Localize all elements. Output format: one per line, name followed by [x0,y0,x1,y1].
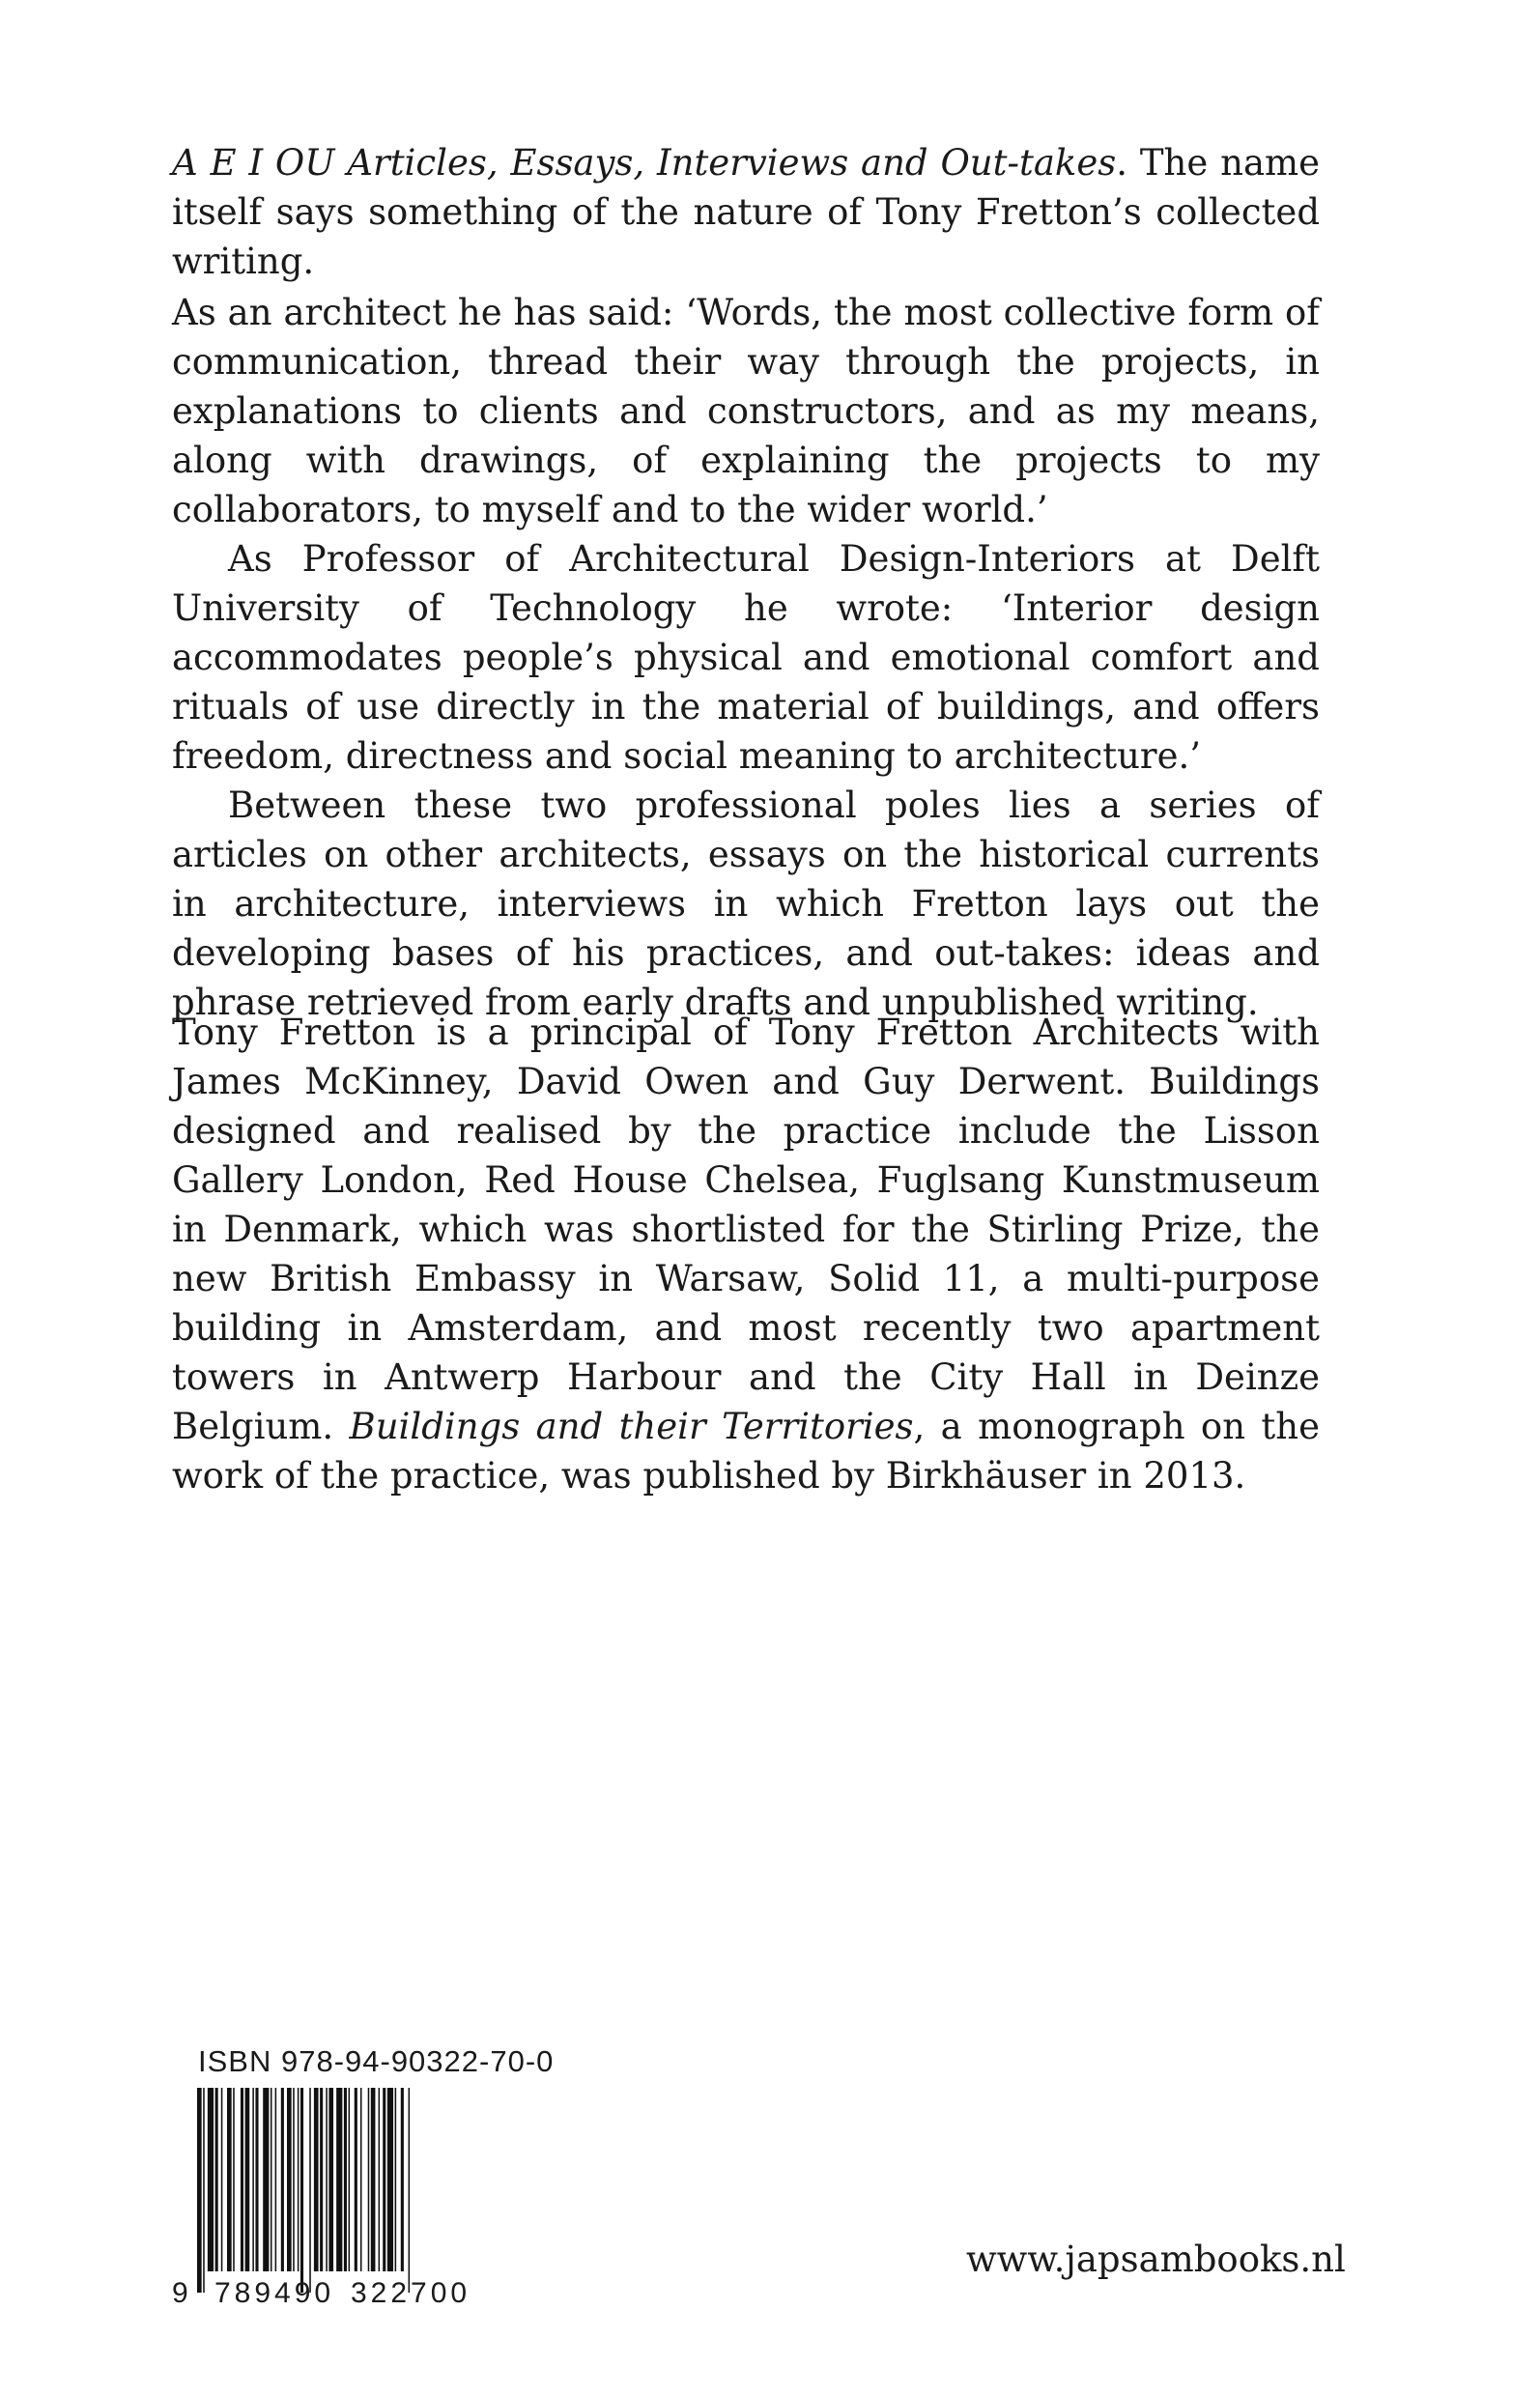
barcode-bar [197,2088,202,2293]
barcode-bar [328,2088,333,2271]
bio-paragraph [172,1008,1320,1500]
barcode-bar [208,2088,214,2271]
barcode-bar [395,2088,397,2271]
barcode-bar [336,2088,342,2271]
barcode-bar [383,2088,385,2271]
barcode-bar [379,2088,381,2271]
barcode-digit-lead: 9 [172,2277,188,2309]
bio-text: Tony Fretton is a principal of Tony Fretton Architects with James McKinney, David Owen and Guy Derwent. Buildings designed and realised by the practice include the Lisson Gallery London, Red House Chelsea, Fuglsang Kunstmuseum in Denmark, which was shortlisted for the Stirling Prize, the new British Embassy in Warsaw, Solid 11, a multi-purpose building in Amsterdam, and most recently two apartment towers in Antwerp Harbour and the City Hall in Deinze Belgium. [172,1012,1320,1447]
barcode-bar [326,2088,328,2271]
barcode-digits-left: 789490 [214,2277,335,2309]
barcode-bar [215,2088,218,2271]
barcode-bar [298,2088,299,2271]
barcode-bar [245,2088,250,2271]
barcode-bar [271,2088,272,2271]
barcode-bar [344,2088,347,2271]
barcode-bar [287,2088,292,2271]
barcode-bar [255,2088,258,2271]
barcode-bar [371,2088,376,2271]
barcode-bar [355,2088,357,2271]
intro-paragraph [172,138,1320,286]
bio-section [172,1008,1320,1500]
barcode-bar [252,2088,254,2271]
barcode-bar [300,2088,303,2293]
barcode-bar [320,2088,323,2271]
barcode-bar [349,2088,351,2271]
barcode [172,2088,520,2310]
barcode-bar [360,2088,362,2271]
barcode-bar [281,2088,284,2271]
quotes-section [172,288,1320,1027]
monograph-text: , a monograph on the work of the practice, was published by Birkhäuser in 2013. [172,1406,1321,1497]
professor-quote-paragraph: As Professor of Architectural Design-Interiors at Delft University of Technology he wrote: ‘Interior design accommodates people’s physical and emotional comfort and rituals of use directly in the material of buildings, and offers freedom, directness and social meaning to architecture.’ [172,538,1320,777]
book-title: A E I OU Articles, Essays, Interviews and Out-takes [172,142,1117,184]
barcode-bar [275,2088,277,2271]
barcode-bars [197,2088,410,2293]
between-paragraph: Between these two professional poles lies a series of articles on other architects, essays on the historical currents in architecture, interviews in which Fretton lays out the developing bases of his practices, and out-takes: ideas and phrase retrieved from early drafts and unpublished writing. [172,784,1320,1023]
barcode-bar [263,2088,269,2271]
barcode-bar [203,2088,205,2293]
barcode-bar [368,2088,370,2271]
barcode-bar [227,2088,232,2271]
barcode-bar [409,2088,411,2293]
barcode-bar [293,2088,295,2271]
isbn-label: ISBN 978-94-90322-70-0 [198,2044,555,2078]
barcode-bar [401,2088,404,2271]
barcode-bar [241,2088,243,2271]
barcode-digits-right: 322700 [351,2277,471,2309]
publisher-url[interactable]: www.japsambooks.nl [966,2239,1346,2280]
intro-text: . The name itself says something of the nature of Tony Fretton’s collected writing. [172,142,1320,282]
barcode-bar [233,2088,235,2271]
barcode-bar [309,2088,311,2293]
barcode-bar [387,2088,393,2271]
barcode-bar [221,2088,223,2271]
monograph-title: Buildings and their Territories [349,1406,914,1447]
barcode-bar [314,2088,319,2271]
architect-quote-paragraph: As an architect he has said: ‘Words, the most collective form of communication, thread their way through the projects, in explanations to clients and constructors, and as my means, along with drawings, of explaining the projects to my collaborators, to myself and to the wider world.’ [172,292,1320,530]
